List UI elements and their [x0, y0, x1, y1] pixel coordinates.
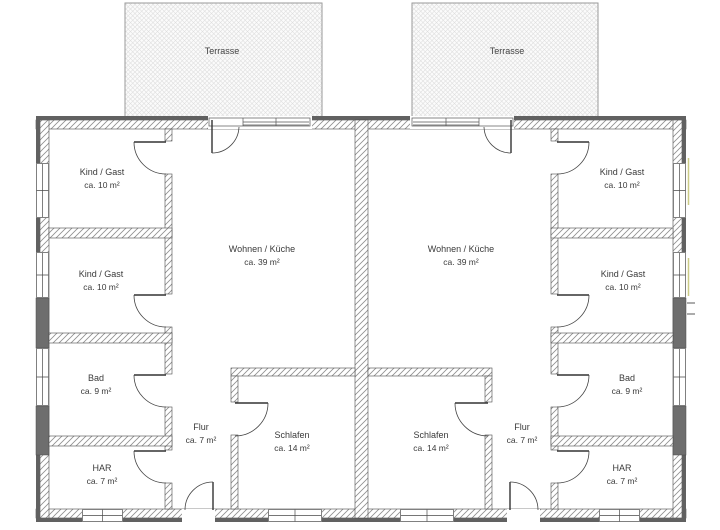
window-left-wall-1 — [36, 163, 49, 218]
window-right-wall-1 — [673, 163, 686, 218]
room-label-child-guest-top-left: Kind / Gast — [79, 167, 125, 177]
entrance-opening-left — [182, 509, 215, 522]
room-label-sleep-right: Schlafen — [413, 430, 449, 440]
window-right-wall-3 — [673, 348, 686, 406]
party-wall — [355, 120, 368, 518]
room-label-child-guest-mid-left: Kind / Gast — [78, 269, 124, 279]
room-area-child-guest-top-right: ca. 10 m² — [604, 180, 640, 190]
terrace-right-label: Terrasse — [489, 46, 525, 56]
room-label-hall-right: Flur — [514, 422, 530, 432]
room-area-living-right: ca. 39 m² — [443, 257, 479, 267]
room-area-har-right: ca. 7 m² — [606, 476, 638, 486]
terrace-left — [125, 3, 322, 118]
entrance-opening-right — [507, 509, 540, 522]
room-area-child-guest-top-left: ca. 10 m² — [84, 180, 120, 190]
room-label-child-guest-top-right: Kind / Gast — [599, 167, 645, 177]
room-area-sleep-left: ca. 14 m² — [274, 443, 310, 453]
window-bottom-har-left — [82, 509, 123, 522]
window-left-wall-2 — [36, 252, 49, 298]
terrace-left-label: Terrasse — [204, 46, 240, 56]
room-area-bath-right: ca. 9 m² — [611, 386, 643, 396]
window-bottom-sleep-right — [400, 509, 454, 522]
room-label-sleep-left: Schlafen — [274, 430, 310, 440]
window-bottom-har-right — [599, 509, 640, 522]
room-area-living-left: ca. 39 m² — [244, 257, 280, 267]
room-label-living-right: Wohnen / Küche — [427, 244, 495, 254]
terrace-right — [412, 3, 598, 118]
window-bottom-sleep-left — [268, 509, 322, 522]
window-left-wall-3 — [36, 348, 49, 406]
room-area-hall-right: ca. 7 m² — [506, 435, 538, 445]
room-area-sleep-right: ca. 14 m² — [413, 443, 449, 453]
window-right-wall-2 — [673, 252, 686, 298]
room-label-har-right: HAR — [612, 463, 632, 473]
terrace-door-opening-right — [410, 116, 514, 129]
terrace-door-opening-left — [208, 116, 312, 129]
room-label-har-left: HAR — [92, 463, 112, 473]
room-label-living-left: Wohnen / Küche — [228, 244, 296, 254]
room-label-child-guest-mid-right: Kind / Gast — [600, 269, 646, 279]
room-label-bath-right: Bad — [618, 373, 636, 383]
room-label-bath-left: Bad — [87, 373, 105, 383]
room-area-child-guest-mid-left: ca. 10 m² — [83, 282, 119, 292]
room-area-hall-left: ca. 7 m² — [185, 435, 217, 445]
room-area-har-left: ca. 7 m² — [86, 476, 118, 486]
room-label-hall-left: Flur — [193, 422, 209, 432]
room-area-bath-left: ca. 9 m² — [80, 386, 112, 396]
room-area-child-guest-mid-right: ca. 10 m² — [605, 282, 641, 292]
